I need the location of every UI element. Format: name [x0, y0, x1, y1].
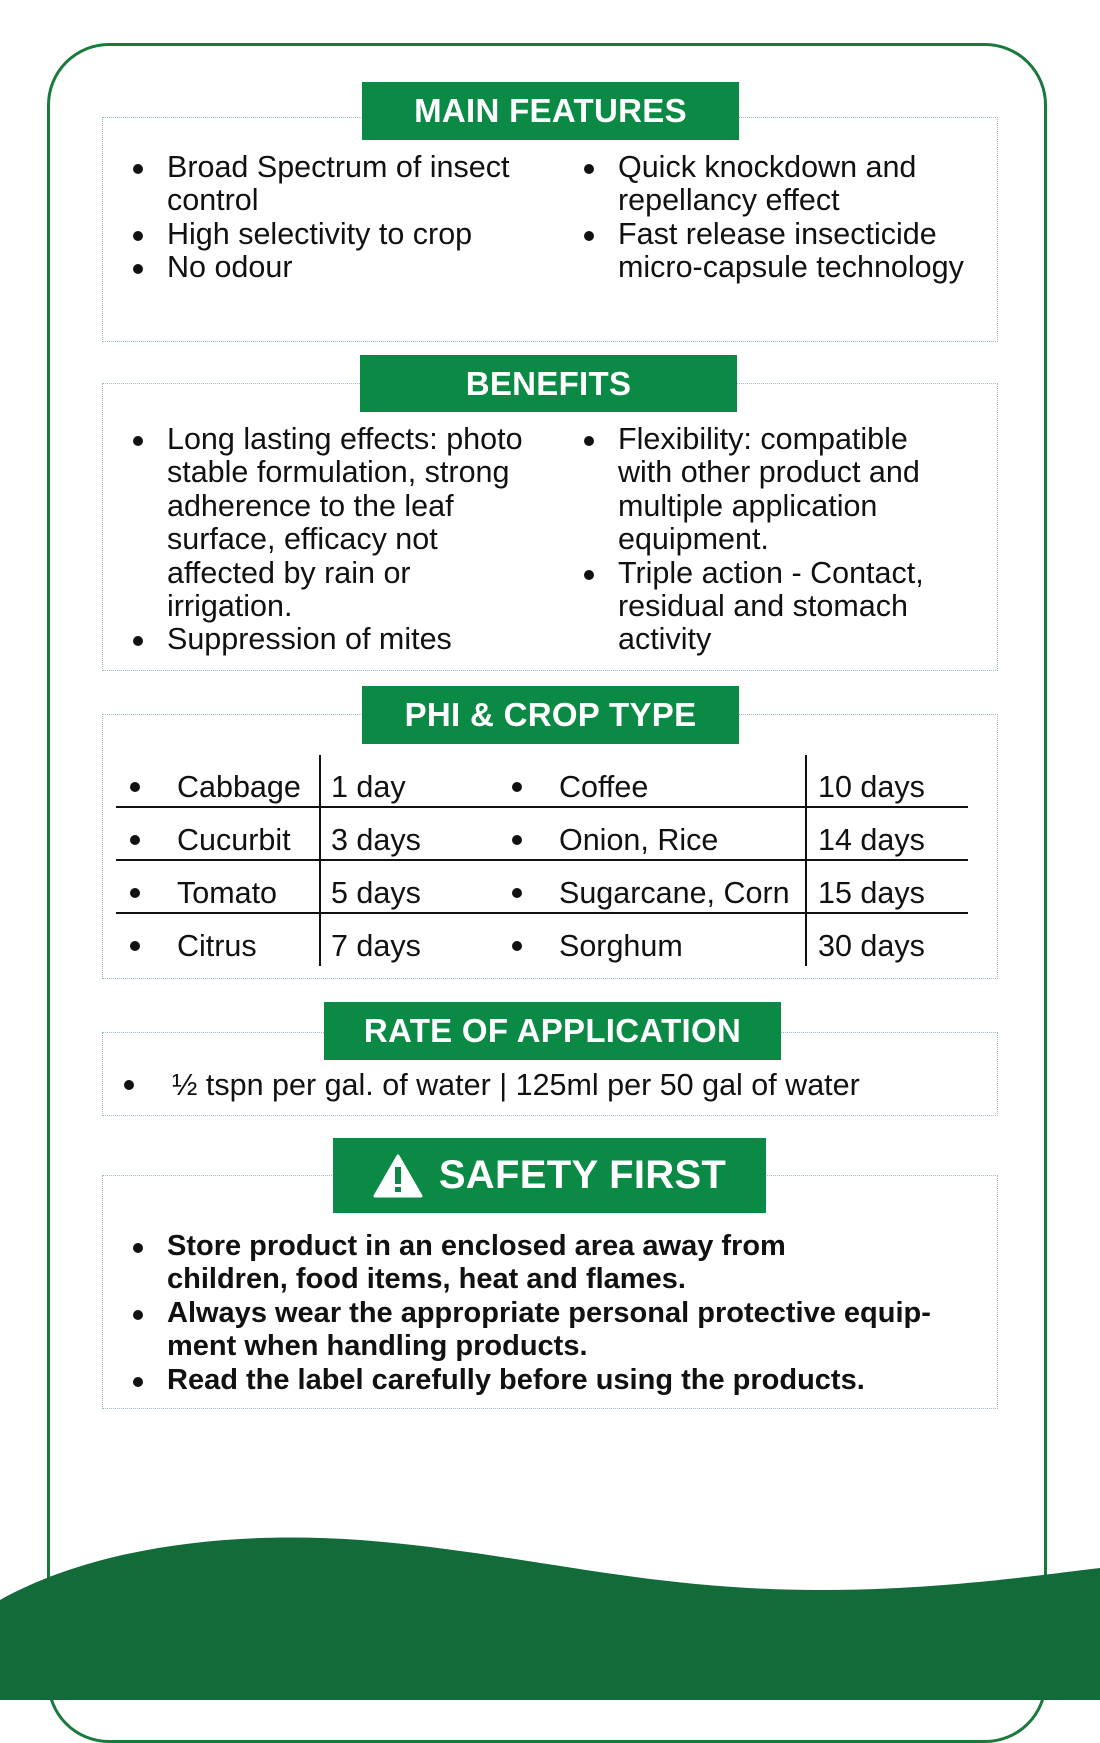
list-item: Fast release insecticide micro-capsule technology — [569, 218, 969, 285]
phi-days: 1 day — [331, 770, 406, 804]
bullet — [512, 782, 522, 792]
bullet — [130, 941, 140, 951]
list-item: Flexibility: compatible with other product and multiple application equipment. — [569, 423, 969, 557]
safety-title: SAFETY FIRST — [438, 1153, 727, 1197]
list-item: Always wear the appropriate personal protective equip- ment when handling products. — [118, 1297, 968, 1364]
features-heading: MAIN FEATURES — [362, 82, 739, 140]
phi-days: 3 days — [331, 823, 421, 857]
list-item: Read the label carefully before using the products. — [118, 1364, 968, 1397]
phi-days: 5 days — [331, 876, 421, 910]
rate-heading: RATE OF APPLICATION — [324, 1002, 781, 1060]
bullet — [130, 888, 140, 898]
phi-days: 14 days — [818, 823, 925, 857]
bullet — [512, 941, 522, 951]
list-item: Triple action - Contact, residual and stomach activity — [569, 557, 969, 657]
bottom-wave — [0, 1530, 1100, 1700]
safety-heading — [333, 1138, 766, 1213]
table-divider — [116, 806, 968, 808]
crop-name: Cucurbit — [177, 823, 291, 857]
list-item: High selectivity to crop — [118, 218, 538, 251]
crop-name: Cabbage — [177, 770, 301, 804]
table-divider — [116, 859, 968, 861]
list-item: Store product in an enclosed area away from children, food items, heat and flames. — [118, 1230, 847, 1297]
benefits-left-list — [118, 423, 538, 657]
crop-name: Tomato — [177, 876, 278, 910]
bullet — [130, 782, 140, 792]
bullet — [130, 835, 140, 845]
rate-text: ½ tspn per gal. of water | 125ml per 50 gal of water — [172, 1068, 860, 1102]
phi-days: 10 days — [818, 770, 925, 804]
crop-name: Sorghum — [559, 929, 683, 963]
warning-icon — [373, 1154, 423, 1198]
crop-name: Citrus — [177, 929, 257, 963]
bullet — [124, 1080, 134, 1090]
list-item: Suppression of mites — [118, 623, 538, 656]
list-item: Broad Spectrum of insect control — [118, 151, 538, 218]
crop-name: Coffee — [559, 770, 649, 804]
crop-name: Sugarcane, Corn — [559, 876, 790, 910]
safety-list — [118, 1230, 968, 1397]
benefits-right-list — [569, 423, 969, 657]
crop-name: Onion, Rice — [559, 823, 719, 857]
bullet — [512, 888, 522, 898]
phi-days: 15 days — [818, 876, 925, 910]
features-right-list — [569, 151, 969, 285]
list-item: Long lasting effects: photo stable formulation, strong adherence to the leaf surface, efficacy not affected by rain or irrigation. — [118, 423, 538, 623]
bullet — [512, 835, 522, 845]
benefits-heading: BENEFITS — [360, 355, 737, 412]
list-item: No odour — [118, 251, 538, 284]
phi-heading: PHI & CROP TYPE — [362, 686, 739, 744]
phi-days: 7 days — [331, 929, 421, 963]
phi-days: 30 days — [818, 929, 925, 963]
table-divider — [116, 912, 968, 914]
features-left-list — [118, 151, 538, 285]
list-item: Quick knockdown and repellancy effect — [569, 151, 969, 218]
